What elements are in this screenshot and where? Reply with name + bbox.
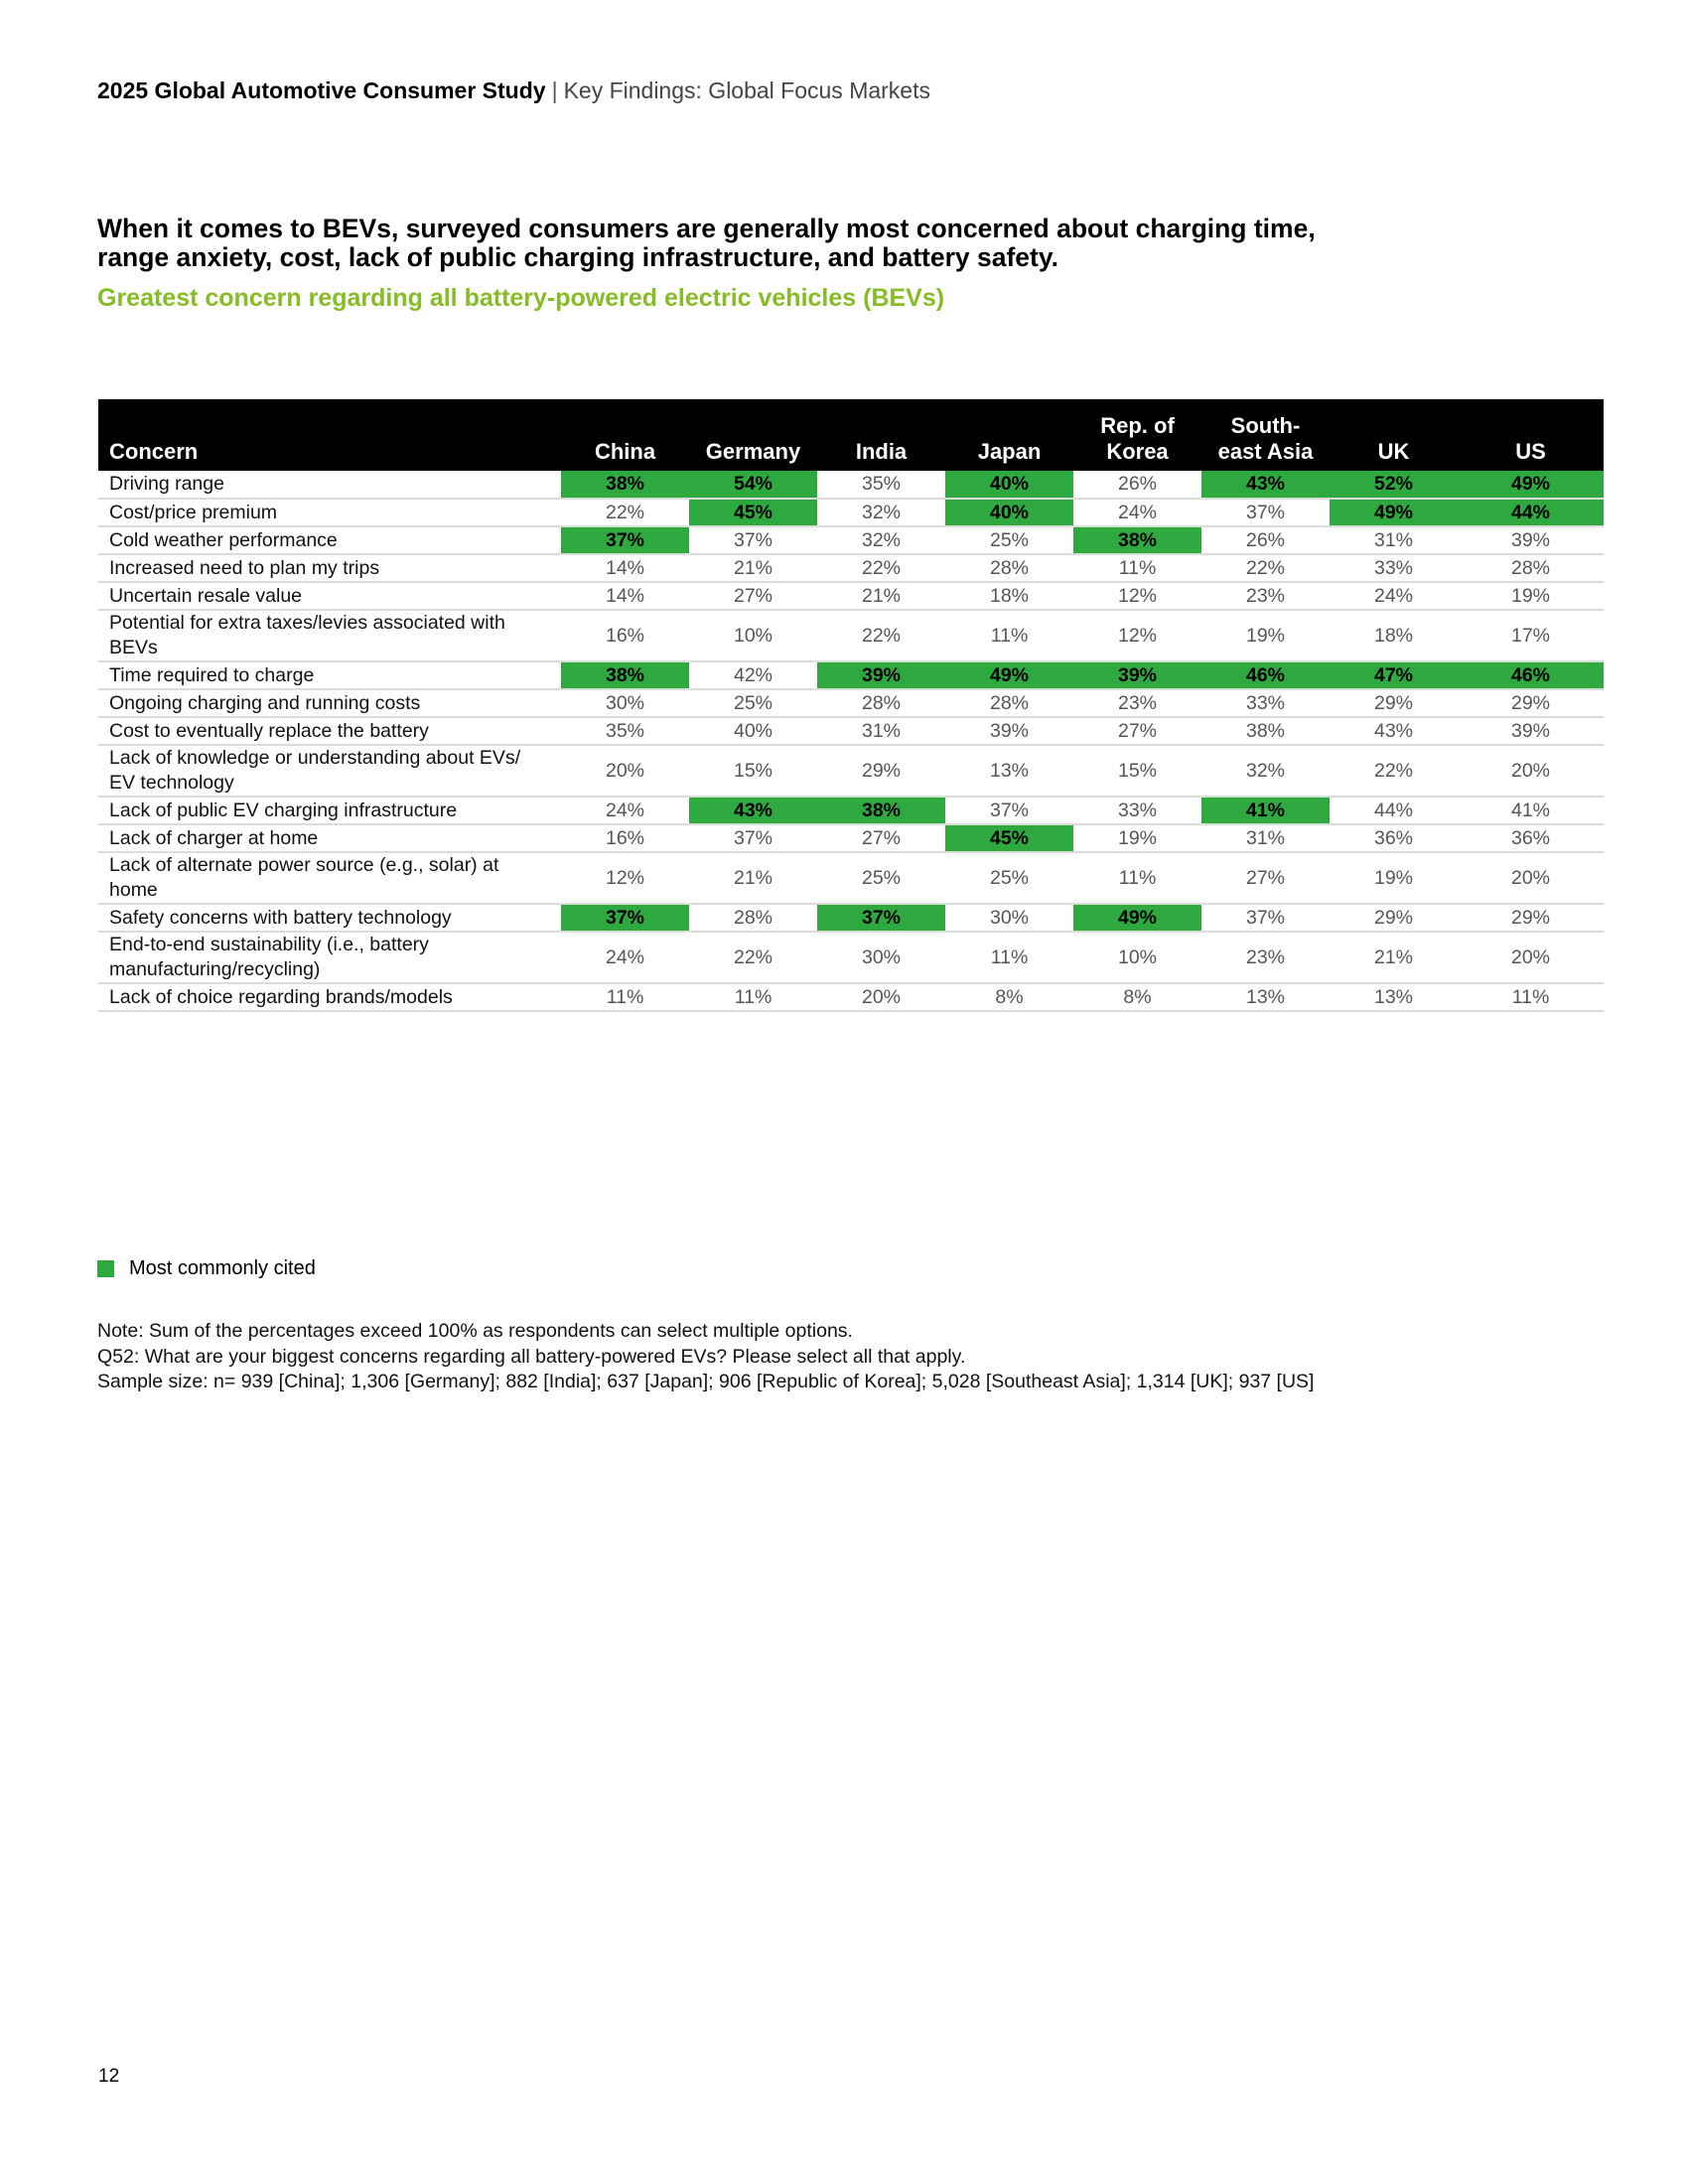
value-cell-highlighted: 49% — [945, 661, 1073, 689]
page-number: 12 — [98, 2066, 120, 2087]
value-cell: 41% — [1458, 797, 1604, 824]
value-cell: 25% — [689, 689, 817, 717]
concern-label-text: Lack of knowledge or understanding about EVs/ — [109, 747, 521, 769]
value-cell: 30% — [945, 904, 1073, 932]
value-cell-highlighted: 39% — [1073, 661, 1201, 689]
value-cell: 22% — [817, 610, 945, 661]
value-cell: 15% — [1073, 745, 1201, 797]
value-cell-highlighted: 41% — [1201, 797, 1330, 824]
column-header — [945, 399, 1073, 471]
table-row — [98, 904, 1604, 932]
column-header — [1073, 399, 1201, 471]
value-cell: 13% — [945, 745, 1073, 797]
table-row — [98, 689, 1604, 717]
value-cell: 26% — [1073, 471, 1201, 499]
value-cell: 15% — [689, 745, 817, 797]
table-row — [98, 824, 1604, 852]
value-cell: 32% — [817, 526, 945, 554]
value-cell: 10% — [1073, 932, 1201, 983]
value-cell: 22% — [817, 554, 945, 582]
concern-label-text: Ongoing charging and running costs — [109, 691, 421, 714]
value-cell-highlighted: 49% — [1458, 471, 1604, 499]
value-cell: 20% — [817, 983, 945, 1011]
value-cell: 23% — [1073, 689, 1201, 717]
value-cell-highlighted: 45% — [689, 499, 817, 526]
concern-label-text: Lack of choice regarding brands/models — [109, 985, 453, 1008]
concern-label — [98, 983, 561, 1011]
value-cell-highlighted: 43% — [1201, 471, 1330, 499]
table-row — [98, 745, 1604, 797]
value-cell: 25% — [817, 852, 945, 904]
value-cell: 29% — [1330, 689, 1458, 717]
table-row — [98, 797, 1604, 824]
column-header-text: east Asia — [1217, 439, 1314, 464]
notes — [97, 1319, 1314, 1395]
concern-label — [98, 471, 561, 499]
sample-size-line: Sample size: n= 939 [China]; 1,306 [Germany]; 882 [India]; 637 [Japan]; 906 [Republic of Korea]; 5,028 [Southeast Asia]; 1,314 [UK]; 937 [US] — [97, 1371, 1315, 1392]
concern-label — [98, 499, 561, 526]
value-cell: 37% — [1201, 904, 1330, 932]
value-cell: 21% — [1330, 932, 1458, 983]
concern-label — [98, 797, 561, 824]
value-cell: 30% — [561, 689, 689, 717]
value-cell-highlighted: 40% — [945, 499, 1073, 526]
column-header-text: Concern — [109, 439, 199, 464]
value-cell: 20% — [1458, 852, 1604, 904]
value-cell: 11% — [945, 932, 1073, 983]
value-cell: 20% — [1458, 932, 1604, 983]
value-cell: 16% — [561, 610, 689, 661]
concern-label — [98, 904, 561, 932]
note-line: Note: Sum of the percentages exceed 100% as respondents can select multiple options. — [97, 1320, 853, 1342]
value-cell: 20% — [1458, 745, 1604, 797]
value-cell: 32% — [817, 499, 945, 526]
value-cell: 24% — [561, 797, 689, 824]
value-cell: 36% — [1330, 824, 1458, 852]
table-row — [98, 852, 1604, 904]
concern-label — [98, 582, 561, 610]
value-cell-highlighted: 47% — [1330, 661, 1458, 689]
concern-label-text: manufacturing/recycling) — [109, 958, 321, 980]
value-cell: 27% — [689, 582, 817, 610]
value-cell: 28% — [817, 689, 945, 717]
value-cell: 11% — [1458, 983, 1604, 1011]
value-cell: 21% — [689, 852, 817, 904]
value-cell: 30% — [817, 932, 945, 983]
concern-label — [98, 526, 561, 554]
column-header — [561, 399, 689, 471]
value-cell: 29% — [1458, 904, 1604, 932]
value-cell-highlighted: 40% — [945, 471, 1073, 499]
column-header — [1201, 399, 1330, 471]
value-cell: 22% — [1330, 745, 1458, 797]
concern-label — [98, 689, 561, 717]
concern-label-text: EV technology — [109, 772, 234, 794]
concern-label-text: Increased need to plan my trips — [109, 556, 380, 579]
legend-swatch — [97, 1260, 114, 1277]
value-cell: 31% — [817, 717, 945, 745]
column-header-text: Rep. of — [1100, 413, 1175, 438]
value-cell: 21% — [689, 554, 817, 582]
table-row — [98, 471, 1604, 499]
value-cell-highlighted: 44% — [1458, 499, 1604, 526]
value-cell: 13% — [1201, 983, 1330, 1011]
value-cell: 39% — [1458, 526, 1604, 554]
value-cell-highlighted: 49% — [1073, 904, 1201, 932]
table-row — [98, 983, 1604, 1011]
value-cell-highlighted: 46% — [1201, 661, 1330, 689]
value-cell: 35% — [561, 717, 689, 745]
value-cell: 12% — [1073, 610, 1201, 661]
value-cell: 22% — [689, 932, 817, 983]
table-row — [98, 610, 1604, 661]
value-cell: 22% — [1201, 554, 1330, 582]
value-cell-highlighted: 38% — [561, 471, 689, 499]
value-cell-highlighted: 38% — [1073, 526, 1201, 554]
value-cell-highlighted: 38% — [561, 661, 689, 689]
value-cell: 32% — [1201, 745, 1330, 797]
column-header — [1330, 399, 1458, 471]
legend-label: Most commonly cited — [129, 1257, 316, 1279]
concern-label — [98, 824, 561, 852]
value-cell: 20% — [561, 745, 689, 797]
value-cell-highlighted: 37% — [561, 904, 689, 932]
concern-label — [98, 610, 561, 661]
concern-label-text: Lack of public EV charging infrastructure — [109, 799, 458, 821]
value-cell: 22% — [561, 499, 689, 526]
value-cell: 31% — [1330, 526, 1458, 554]
value-cell-highlighted: 37% — [561, 526, 689, 554]
concern-label — [98, 554, 561, 582]
column-header — [689, 399, 817, 471]
header-separator: | — [551, 77, 558, 103]
table-row — [98, 717, 1604, 745]
value-cell: 33% — [1330, 554, 1458, 582]
value-cell: 39% — [1458, 717, 1604, 745]
value-cell: 11% — [945, 610, 1073, 661]
value-cell: 37% — [689, 824, 817, 852]
value-cell: 37% — [945, 797, 1073, 824]
value-cell: 28% — [945, 554, 1073, 582]
value-cell: 43% — [1330, 717, 1458, 745]
value-cell-highlighted: 37% — [817, 904, 945, 932]
value-cell-highlighted: 54% — [689, 471, 817, 499]
column-header — [1458, 399, 1604, 471]
concerns-table — [98, 399, 1604, 1012]
table-header-row — [98, 399, 1604, 471]
concern-label-text: Driving range — [109, 473, 224, 495]
concern-label — [98, 661, 561, 689]
value-cell: 33% — [1201, 689, 1330, 717]
value-cell: 29% — [817, 745, 945, 797]
value-cell-highlighted: 45% — [945, 824, 1073, 852]
concern-label-text: Potential for extra taxes/levies associated with — [109, 612, 505, 634]
concern-label-text: End-to-end sustainability (i.e., battery — [109, 934, 429, 955]
column-header — [817, 399, 945, 471]
value-cell: 14% — [561, 554, 689, 582]
value-cell-highlighted: 39% — [817, 661, 945, 689]
table-row — [98, 499, 1604, 526]
value-cell: 36% — [1458, 824, 1604, 852]
value-cell: 27% — [1073, 717, 1201, 745]
value-cell: 23% — [1201, 582, 1330, 610]
value-cell: 19% — [1458, 582, 1604, 610]
table-row — [98, 554, 1604, 582]
table-row — [98, 661, 1604, 689]
value-cell-highlighted: 49% — [1330, 499, 1458, 526]
chart-title: Greatest concern regarding all battery-powered electric vehicles (BEVs) — [97, 284, 945, 312]
report-section: Key Findings: Global Focus Markets — [563, 77, 930, 103]
concern-label — [98, 717, 561, 745]
column-header-text: India — [855, 439, 908, 464]
value-cell-highlighted: 52% — [1330, 471, 1458, 499]
value-cell: 11% — [1073, 554, 1201, 582]
value-cell: 28% — [689, 904, 817, 932]
column-header-text: China — [594, 439, 656, 464]
value-cell: 44% — [1330, 797, 1458, 824]
value-cell: 24% — [1073, 499, 1201, 526]
value-cell-highlighted: 38% — [817, 797, 945, 824]
value-cell: 12% — [1073, 582, 1201, 610]
value-cell: 19% — [1201, 610, 1330, 661]
value-cell: 38% — [1201, 717, 1330, 745]
column-header-text: US — [1515, 439, 1546, 464]
value-cell: 29% — [1458, 689, 1604, 717]
value-cell: 25% — [945, 526, 1073, 554]
column-header-text: Japan — [977, 439, 1042, 464]
concern-label — [98, 932, 561, 983]
value-cell: 25% — [945, 852, 1073, 904]
value-cell: 26% — [1201, 526, 1330, 554]
concern-label-text: Safety concerns with battery technology — [109, 906, 452, 929]
legend — [97, 1257, 316, 1280]
value-cell: 40% — [689, 717, 817, 745]
value-cell: 11% — [561, 983, 689, 1011]
column-header-text: Germany — [705, 439, 801, 464]
concern-label — [98, 852, 561, 904]
value-cell: 28% — [1458, 554, 1604, 582]
value-cell: 14% — [561, 582, 689, 610]
value-cell: 23% — [1201, 932, 1330, 983]
column-header-text: UK — [1377, 439, 1410, 464]
value-cell: 29% — [1330, 904, 1458, 932]
value-cell: 19% — [1330, 852, 1458, 904]
value-cell: 27% — [1201, 852, 1330, 904]
page-header — [97, 77, 930, 104]
column-header-concern — [98, 399, 561, 471]
table-row — [98, 526, 1604, 554]
headline: When it comes to BEVs, surveyed consumers are generally most concerned about charging time, range anxiety, cost, lack of public charging infrastructure, and battery safety. — [97, 214, 1316, 272]
value-cell: 12% — [561, 852, 689, 904]
value-cell: 11% — [1073, 852, 1201, 904]
table-row — [98, 932, 1604, 983]
value-cell: 28% — [945, 689, 1073, 717]
value-cell: 31% — [1201, 824, 1330, 852]
concern-label-text: Cold weather performance — [109, 528, 338, 551]
value-cell: 21% — [817, 582, 945, 610]
value-cell: 18% — [945, 582, 1073, 610]
value-cell: 37% — [689, 526, 817, 554]
concern-label-text: BEVs — [109, 637, 158, 658]
table-row — [98, 582, 1604, 610]
value-cell: 35% — [817, 471, 945, 499]
value-cell: 13% — [1330, 983, 1458, 1011]
value-cell: 39% — [945, 717, 1073, 745]
value-cell: 24% — [561, 932, 689, 983]
concern-label — [98, 745, 561, 797]
question-line: Q52: What are your biggest concerns regarding all battery-powered EVs? Please select all that apply. — [97, 1345, 966, 1368]
concern-label-text: Lack of charger at home — [109, 826, 319, 849]
concern-label-text: home — [109, 879, 158, 901]
column-header-text: Korea — [1106, 439, 1169, 464]
concern-label-text: Uncertain resale value — [109, 584, 303, 607]
value-cell: 24% — [1330, 582, 1458, 610]
value-cell-highlighted: 43% — [689, 797, 817, 824]
value-cell: 10% — [689, 610, 817, 661]
value-cell-highlighted: 46% — [1458, 661, 1604, 689]
value-cell: 17% — [1458, 610, 1604, 661]
value-cell: 8% — [945, 983, 1073, 1011]
value-cell: 11% — [689, 983, 817, 1011]
concern-label-text: Time required to charge — [109, 663, 315, 686]
value-cell: 16% — [561, 824, 689, 852]
value-cell: 19% — [1073, 824, 1201, 852]
value-cell: 33% — [1073, 797, 1201, 824]
concern-label-text: Cost to eventually replace the battery — [109, 719, 429, 742]
value-cell: 37% — [1201, 499, 1330, 526]
concern-label-text: Cost/price premium — [109, 501, 278, 523]
report-title: 2025 Global Automotive Consumer Study — [97, 77, 546, 103]
value-cell: 42% — [689, 661, 817, 689]
value-cell: 8% — [1073, 983, 1201, 1011]
column-header-text: South- — [1230, 413, 1301, 438]
concern-label-text: Lack of alternate power source (e.g., solar) at — [109, 854, 499, 876]
value-cell: 27% — [817, 824, 945, 852]
value-cell: 18% — [1330, 610, 1458, 661]
